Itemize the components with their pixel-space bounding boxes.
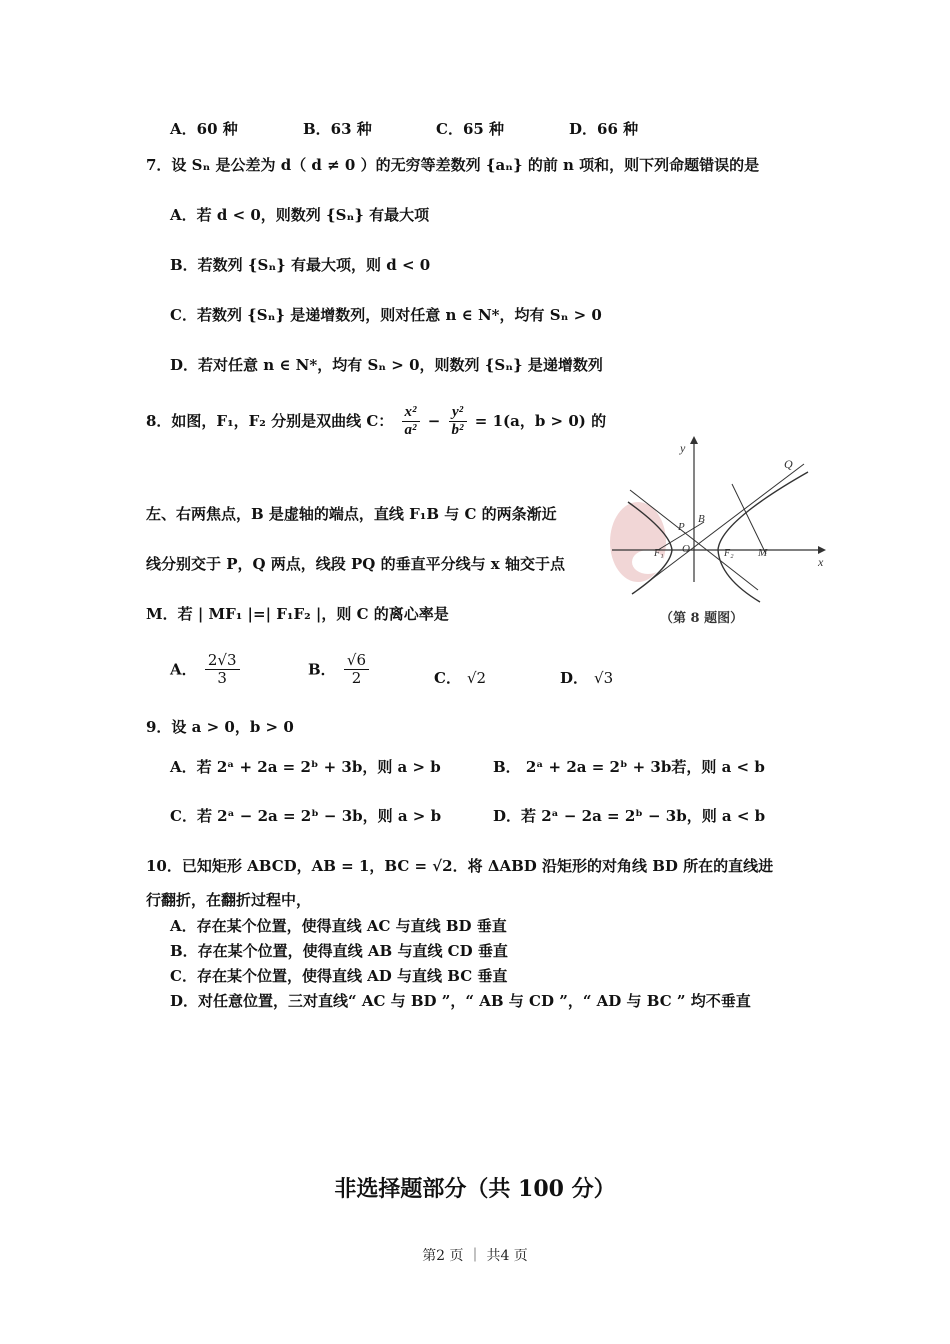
q8-option-d-label: D． [560, 669, 589, 687]
q8-hyperbola-figure [608, 432, 834, 630]
q7-stem: 7．设 Sₙ 是公差为 d（ d ≠ 0 ）的无穷等差数列 {aₙ} 的前 n 项和，则下列命题错误的是 [146, 156, 760, 174]
q6-option-b: B．63 种 [303, 120, 372, 138]
q10-option-d: D．对任意位置，三对直线“ AC 与 BD ”，“ AB 与 CD ”，“ AD 与 BC ” 均不垂直 [170, 992, 751, 1010]
q7-option-d: D．若对任意 n ∈ N*，均有 Sₙ > 0，则数列 {Sₙ} 是递增数列 [170, 356, 603, 374]
q8-option-c-label: C． [434, 669, 461, 687]
q8-option-b-num: √6 [344, 652, 369, 670]
x-axis-arrow [818, 546, 826, 554]
q6-option-d: D．66 种 [569, 120, 639, 138]
label-f2: F₂ [724, 548, 734, 559]
q8-frac1-den: a² [404, 422, 417, 439]
q8-option-c-value: √2 [466, 669, 487, 687]
q6-option-c: C．65 种 [436, 120, 505, 138]
label-f1: F₁ [654, 548, 664, 559]
q7-option-a: A．若 d < 0，则数列 {Sₙ} 有最大项 [170, 206, 430, 224]
figure-caption: （第 8 题图） [660, 611, 744, 626]
y-axis-arrow [690, 436, 698, 444]
q8-option-b-frac [344, 652, 369, 688]
q9-stem: 9．设 a > 0，b > 0 [146, 718, 294, 736]
hyperbola-right-branch [718, 472, 808, 602]
q8-option-c [434, 667, 486, 688]
q8-stem-suffix: = 1(a，b > 0) 的 [474, 411, 607, 430]
q8-frac1-num: x² [402, 404, 420, 422]
q10-line1: 10．已知矩形 ABCD，AB = 1，BC = √2．将 ΔABD 沿矩形的对角线 BD 所在的直线进 [146, 857, 774, 875]
label-y: y [680, 441, 686, 455]
q8-frac2-num: y² [449, 404, 467, 422]
q8-line3: 线分别交于 P，Q 两点，线段 PQ 的垂直平分线与 x 轴交于点 [146, 555, 565, 573]
page-footer: 第2 页 ｜ 共4 页 [422, 1248, 528, 1264]
label-q: Q [784, 457, 793, 471]
q7-option-b: B．若数列 {Sₙ} 有最大项，则 d < 0 [170, 256, 431, 274]
label-o: O [682, 543, 690, 555]
q10-option-a: A．存在某个位置，使得直线 AC 与直线 BD 垂直 [170, 917, 507, 935]
q7-option-c: C．若数列 {Sₙ} 是递增数列，则对任意 n ∈ N*，均有 Sₙ > 0 [170, 306, 602, 324]
q8-option-a-label: A． [170, 660, 197, 679]
q8-option-a-frac [205, 652, 240, 688]
q8-option-b [308, 652, 372, 688]
q8-option-a [170, 652, 243, 688]
q8-fraction-y [449, 404, 467, 440]
q10-line2: 行翻折，在翻折过程中， [146, 891, 312, 909]
q10-option-c: C．存在某个位置，使得直线 AD 与直线 BC 垂直 [170, 967, 508, 985]
label-m: M [758, 547, 768, 559]
q6-option-a: A．60 种 [170, 120, 238, 138]
q8-stem [146, 404, 606, 440]
q8-line4: M．若 | MF₁ |=| F₁F₂ |，则 C 的离心率是 [146, 605, 449, 623]
label-p: P [678, 521, 685, 533]
q8-line2: 左、右两焦点，B 是虚轴的端点，直线 F₁B 与 C 的两条渐近 [146, 505, 557, 523]
q8-minus: − [427, 411, 441, 430]
q8-stem-prefix: 8．如图，F₁，F₂ 分别是双曲线 C： [146, 411, 394, 430]
q9-option-a: A．若 2ᵃ + 2a = 2ᵇ + 3b，则 a > b [170, 758, 441, 776]
q8-option-a-den: 3 [217, 669, 227, 688]
asymptote-1 [648, 464, 804, 582]
q8-option-d-value: √3 [594, 669, 614, 687]
q8-option-d [560, 667, 613, 688]
label-b: B [698, 513, 705, 525]
q8-option-b-den: 2 [351, 669, 362, 688]
q10-option-b: B．存在某个位置，使得直线 AB 与直线 CD 垂直 [170, 942, 508, 960]
label-x: x [818, 555, 824, 569]
q8-frac2-den: b² [451, 422, 464, 439]
section-title: 非选择题部分（共 100 分） [334, 1176, 616, 1202]
q9-option-b: B． 2ᵃ + 2a = 2ᵇ + 3b若，则 a < b [493, 758, 765, 776]
q9-option-c: C．若 2ᵃ − 2a = 2ᵇ − 3b，则 a > b [170, 807, 442, 825]
q8-option-b-label: B． [308, 660, 336, 679]
q8-option-a-num: 2√3 [205, 652, 240, 670]
perpendicular-bisector [732, 484, 766, 554]
q9-option-d: D．若 2ᵃ − 2a = 2ᵇ − 3b，则 a < b [493, 807, 766, 825]
watermark-smudge [610, 502, 666, 582]
q8-fraction-x [402, 404, 420, 440]
